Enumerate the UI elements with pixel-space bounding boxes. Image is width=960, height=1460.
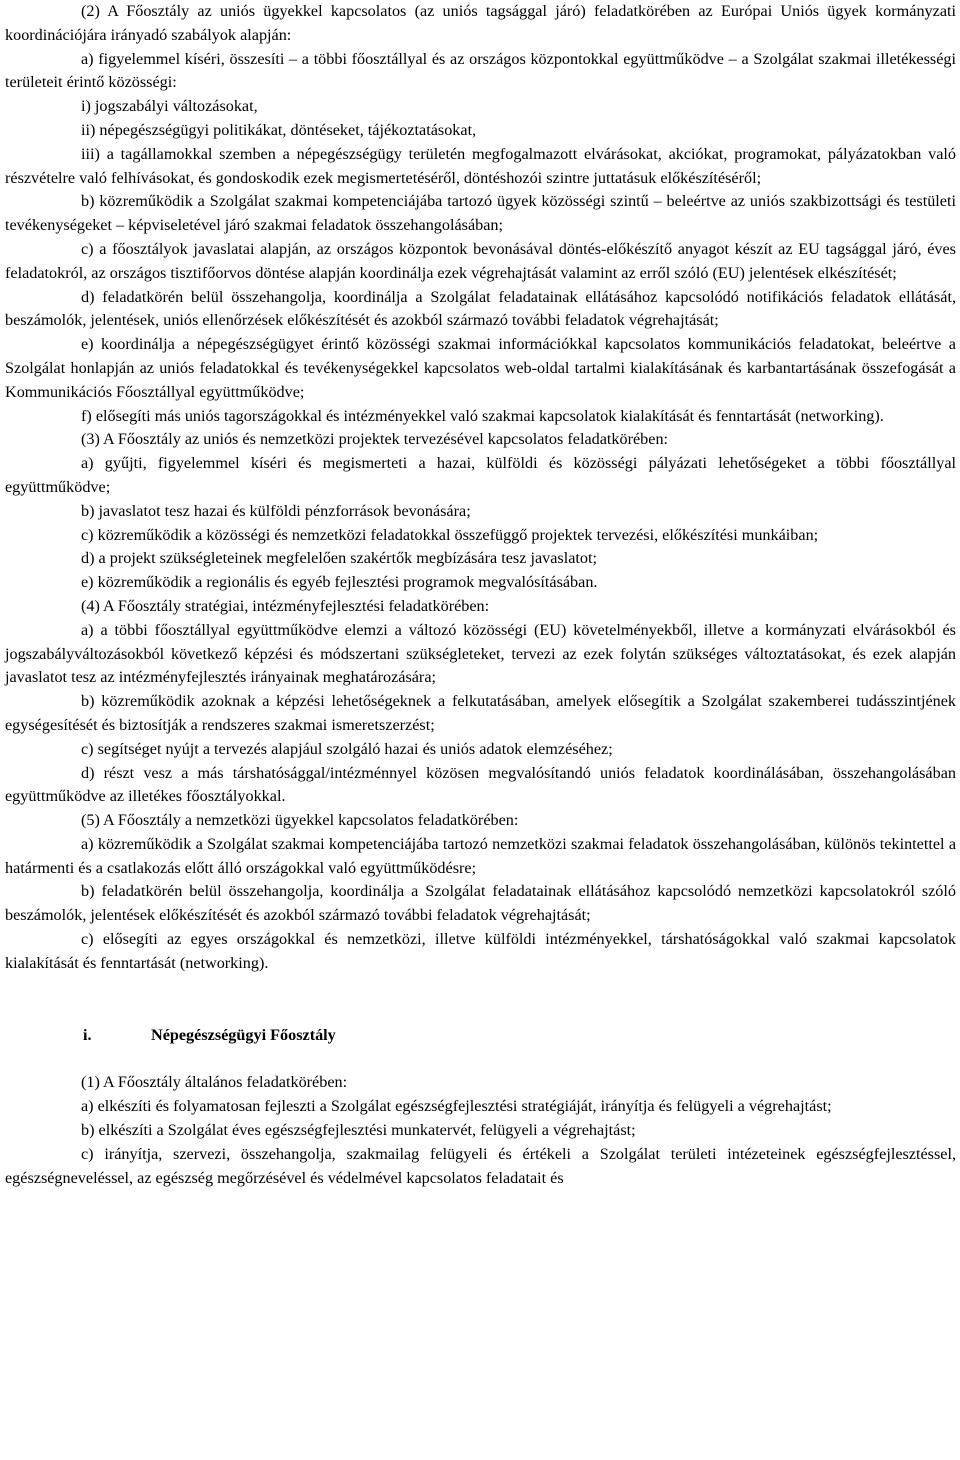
section-top — [5, 0, 956, 976]
paragraph: a) gyűjti, figyelemmel kíséri és megismerteti a hazai, külföldi és közösségi pályázati lehetőségeket a többi főosztállyal együttműködve; — [5, 454, 956, 496]
paragraph: ii) népegészségügyi politikákat, döntéseket, tájékoztatásokat, — [81, 120, 477, 139]
paragraph: d) részt vesz a más társhatósággal/intézménnyel közösen megvalósítandó uniós feladatok koordinálásában, összehangolásában együttműködve az illetékes főosztályokkal. — [5, 763, 956, 806]
paragraph: d) a projekt szükségleteinek megfelelően szakértők megbízására tesz javaslatot; — [81, 549, 597, 568]
paragraph: d) feladatkörén belül összehangolja, koordinálja a Szolgálat feladatainak ellátásához kapcsolódó notifikációs feladatok ellátását, beszámolók, jelentések, uniós ellenőrzések előkészítését és azokból származó további feladatok végrehajtását; — [5, 287, 956, 330]
paragraph: a) a többi főosztállyal együttműködve elemzi a változó közösségi (EU) követelményekből, illetve a kormányzati elvárásokból és jogszabályváltozásokból következő képzési és módszertani szükségleteket, tervezi az ezek folytán szükséges változtatásokat, és ezek alapján javaslatot tesz az intézményfejlesztés irányainak meghatározására; — [5, 620, 956, 687]
paragraph: a) közreműködik a Szolgálat szakmai kompetenciájába tartozó nemzetközi szakmai feladatok összehangolásában, különös tekintettel a határmenti és a csatlakozás előtt álló országokkal való együttműködésre; — [5, 834, 956, 877]
paragraph: i) jogszabályi változásokat, — [81, 97, 258, 116]
paragraph: b) elkészíti a Szolgálat éves egészségfejlesztési munkatervét, felügyeli a végrehajtást; — [81, 1121, 636, 1140]
paragraph: (2) A Főosztály az uniós ügyekkel kapcsolatos (az uniós tagsággal járó) feladatkörében az Európai Uniós ügyek kormányzati koordinációjára irányadó szabályok alapján: — [5, 2, 956, 44]
spacer — [5, 976, 956, 1024]
paragraph: (1) A Főosztály általános feladatkörében: — [81, 1073, 348, 1092]
paragraph: c) a főosztályok javaslatai alapján, az országos központok bevonásával döntés-előkészítő anyagot készít az EU tagsággal járó, éves feladatokról, az országos tisztifőorvos döntése alapján koordinálja ezek végrehajtását valamint az erről szóló (EU) jelentések elkészítését; — [5, 239, 956, 282]
paragraph: (3) A Főosztály az uniós és nemzetközi projektek tervezésével kapcsolatos feladatkörében: — [81, 430, 669, 449]
paragraph: a) elkészíti és folyamatosan fejleszti a Szolgálat egészségfejlesztési stratégiáját, irányítja és felügyeli a végrehajtást; — [81, 1097, 832, 1116]
paragraph: b) feladatkörén belül összehangolja, koordinálja a Szolgálat feladatainak ellátásához kapcsolódó nemzetközi kapcsolatokról szóló beszámolók, jelentések előkészítését és azokból származó további feladatok végrehajtását; — [5, 882, 956, 925]
section-heading-number: i. — [83, 1025, 92, 1044]
paragraph: (5) A Főosztály a nemzetközi ügyekkel kapcsolatos feladatkörében: — [81, 811, 519, 830]
paragraph: e) koordinálja a népegészségügyet érintő közösségi szakmai információkkal kapcsolatos kommunikációs feladatokat, beleértve a Szolgálat honlapján az uniós feladatokkal és tevékenységekkel kapcsolatos web-oldal tartalmi kialakításának és karbantartásának összefogását a Kommunikációs Főosztállyal együttműködve; — [5, 335, 956, 401]
section-bottom — [5, 1071, 956, 1190]
paragraph: c) irányítja, szervezi, összehangolja, szakmailag felügyeli és értékeli a Szolgálat területi intézeteinek egészségfejlesztéssel, egészségneveléssel, az egészség megőrzésével és védelmével kapcsolatos feladatait és — [5, 1144, 956, 1187]
paragraph: c) közreműködik a közösségi és nemzetközi feladatokkal összefüggő projektek tervezési, előkészítési munkáiban; — [81, 525, 819, 544]
paragraph: e) közreműködik a regionális és egyéb fejlesztési programok megvalósításában. — [81, 573, 598, 592]
paragraph: f) elősegíti más uniós tagországokkal és intézményekkel való szakmai kapcsolatok kialakítását és fenntartását (networking). — [81, 406, 884, 425]
section-heading-title: Népegészségügyi Főosztály — [151, 1025, 336, 1044]
paragraph: c) elősegíti az egyes országokkal és nemzetközi, illetve külföldi intézményekkel, társhatóságokkal való szakmai kapcsolatok kialakítását és fenntartását (networking). — [5, 930, 956, 972]
paragraph: (4) A Főosztály stratégiai, intézményfejlesztési feladatkörében: — [81, 596, 490, 615]
paragraph: a) figyelemmel kíséri, összesíti – a többi főosztállyal és az országos központokkal együttműködve – a Szolgálat szakmai illetékességi területeit érintő közösségi: — [5, 49, 956, 92]
paragraph: b) közreműködik azoknak a képzési lehetőségeknek a felkutatásában, amelyek elősegítik a Szolgálat szakemberei tudásszintjének egységesítését és biztosítják a rendszeres szakmai ismeretszerzést; — [5, 692, 956, 734]
paragraph: iii) a tagállamokkal szemben a népegészségügy területén megfogalmazott elvárásokat, akciókat, programokat, pályázatokban való részvételre való felhívásokat, és gondoskodik ezek megismertetéséről, döntéshozói szintre juttatásuk előkészítéséről; — [5, 144, 956, 187]
paragraph: b) közreműködik a Szolgálat szakmai kompetenciájába tartozó ügyek közösségi szintű – beleértve az uniós szakbizottsági és testületi tevékenységeket – képviseletével járó szakmai feladatok összehangolásában; — [5, 192, 956, 235]
section-heading — [5, 1024, 956, 1048]
paragraph: c) segítséget nyújt a tervezés alapjául szolgáló hazai és uniós adatok elemzéséhez; — [81, 739, 613, 758]
spacer — [5, 1047, 956, 1071]
paragraph: b) javaslatot tesz hazai és külföldi pénzforrások bevonására; — [81, 501, 471, 520]
